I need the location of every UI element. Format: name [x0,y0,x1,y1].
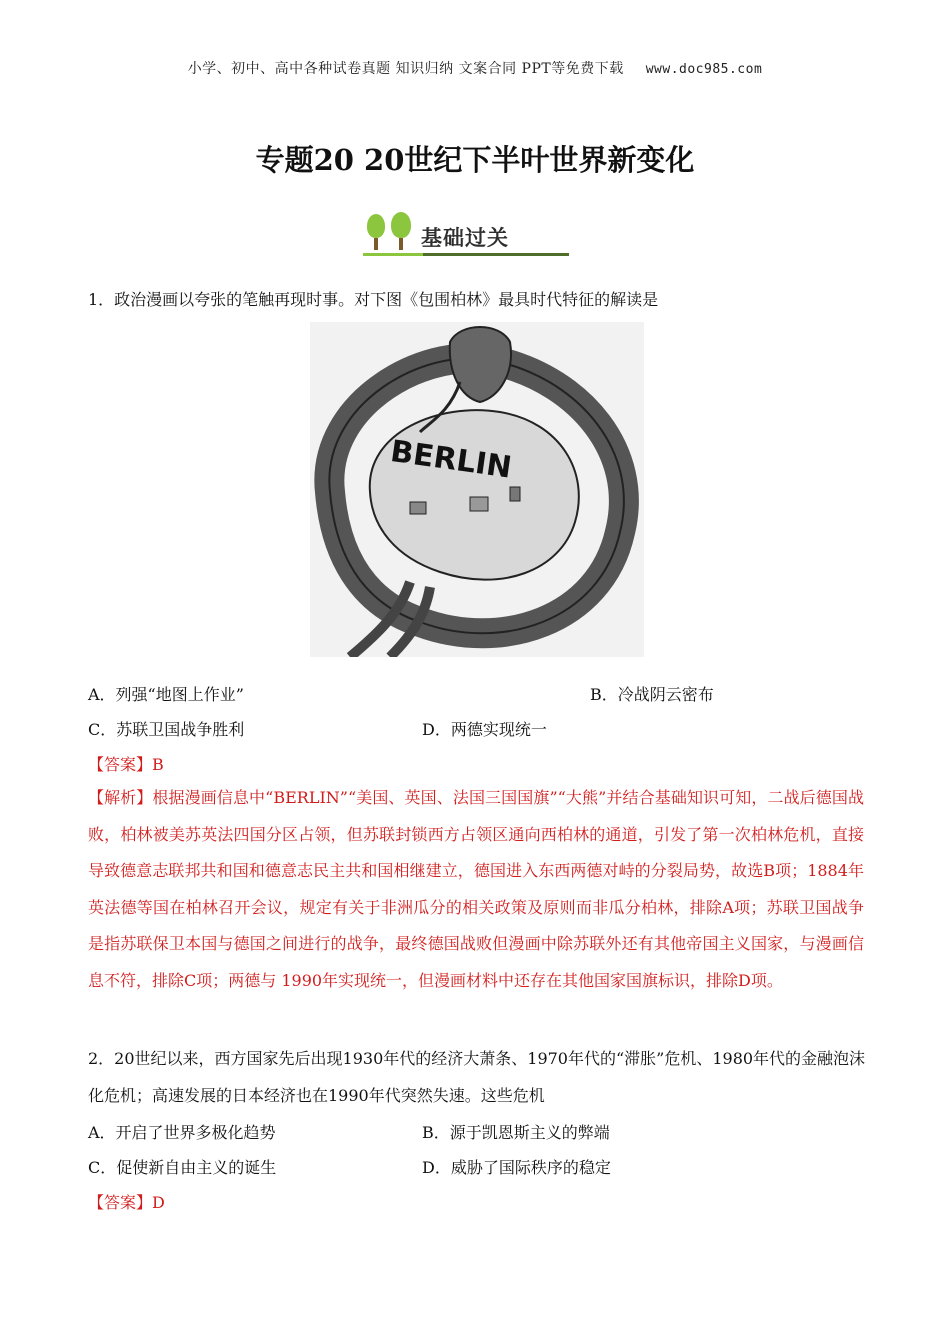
question-2-stem: 2．20世纪以来，西方国家先后出现1930年代的经济大萧条、1970年代的“滞胀”危机、1980年代的金融泡沫化危机；高速发展的日本经济也在1990年代突然失速。这些危机 [88,1049,866,1105]
q2-option-b[interactable]: B．源于凯恩斯主义的弊端 [422,1123,610,1142]
q1-answer [88,752,164,775]
header-url[interactable]: www.doc985.com [645,62,763,77]
q1-option-c[interactable]: C．苏联卫国战争胜利 [88,720,245,739]
section-badge-label: 基础过关 [421,226,509,250]
q2-option-a[interactable]: A．开启了世界多极化趋势 [88,1123,276,1142]
page-title: 专题20 20世纪下半叶世界新变化 [255,143,695,177]
q1-analysis-label: 【解析】 [88,788,153,807]
q2-answer [88,1190,165,1213]
q1-analysis [88,780,864,999]
q2-option-d[interactable]: D．威胁了国际秩序的稳定 [422,1158,611,1177]
page-header [0,58,950,78]
q1-option-d[interactable]: D．两德实现统一 [422,720,547,739]
q1-option-b[interactable]: B．冷战阴云密布 [590,685,714,704]
q1-answer-label: 【答案】 [88,755,153,774]
q2-answer-label: 【答案】 [88,1193,153,1212]
q2-option-c[interactable]: C．促使新自由主义的诞生 [88,1158,277,1177]
q1-answer-value: B [152,755,164,774]
header-text: 小学、初中、高中各种试卷真题 知识归纳 文案合同 PPT等免费下载 [187,61,624,77]
tree-icon [367,214,385,250]
question-1-stem: 1．政治漫画以夸张的笔触再现时事。对下图《包围柏林》最具时代特征的解读是 [88,290,659,309]
section-badge [353,210,569,260]
berlin-cartoon-image [310,322,644,657]
cartoon-berlin-text: BERLIN [388,434,514,486]
q1-option-a[interactable]: A．列强“地图上作业” [88,685,244,704]
q1-analysis-text: 根据漫画信息中“BERLIN”“美国、英国、法国三国国旗”“大熊”并结合基础知识可知，二战后德国战败，柏林被美苏英法四国分区占领，但苏联封锁西方占领区通向西柏林的通道，引发了第一次柏林危机，直接导致德意志联邦共和国和德意志民主共和国相继建立，德国进入东西两德对峙的分裂局势，故选B项；1884年英法德等国在柏林召开会议，规定有关于非洲瓜分的相关政策及原则而非瓜分柏林，排除A项；苏联卫国战争是指苏联保卫本国与德国之间进行的战争，最终德国战败但漫画中除苏联外还有其他帝国主义国家，与漫画信息不符，排除C项；两德与 1990年实现统一，但漫画材料中还存在其他国家国旗标识，排除D项。 [88,788,864,990]
q2-answer-value: D [152,1193,165,1212]
tree-icon [391,212,411,250]
